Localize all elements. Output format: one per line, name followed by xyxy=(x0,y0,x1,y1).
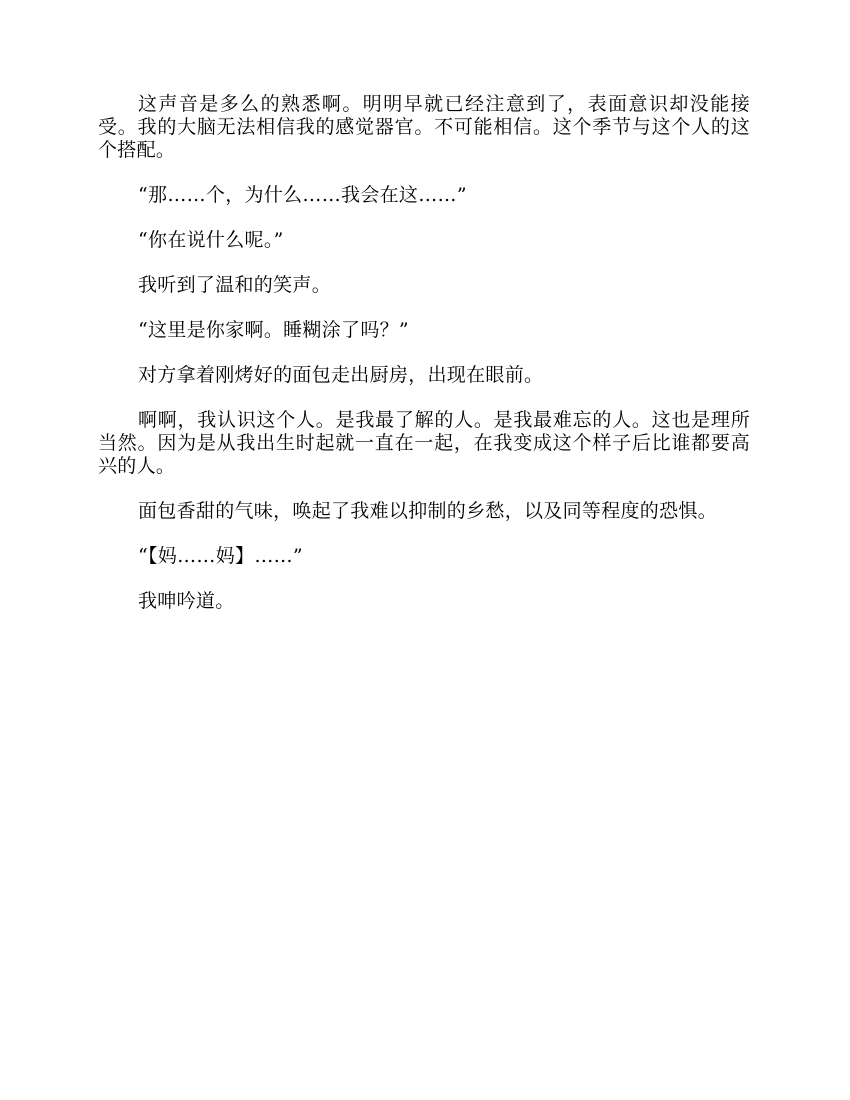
paragraph: “那……个，为什么……我会在这……” xyxy=(138,184,467,206)
paragraph: “这里是你家啊。睡糊涂了吗？” xyxy=(138,319,409,341)
paragraph: 我呻吟道。 xyxy=(138,590,235,612)
paragraph: 对方拿着刚烤好的面包走出厨房，出现在眼前。 xyxy=(138,364,544,386)
paragraph: 这声音是多么的熟悉啊。明明早就已经注意到了，表面意识却没能接受。我的大脑无法相信我的感觉器官。不可能相信。这个季节与这个人的这个搭配。 xyxy=(98,93,750,161)
paragraph: 面包香甜的气味，唤起了我难以抑制的乡愁，以及同等程度的恐惧。 xyxy=(138,500,718,522)
paragraph: “【妈……妈】……” xyxy=(138,545,303,567)
paragraph: 啊啊，我认识这个人。是我最了解的人。是我最难忘的人。这也是理所当然。因为是从我出生时起就一直在一起，在我变成这个样子后比谁都要高兴的人。 xyxy=(98,409,750,477)
body-text xyxy=(98,93,750,635)
paragraph: 我听到了温和的笑声。 xyxy=(138,274,332,296)
paragraph: “你在说什么呢。” xyxy=(138,229,284,251)
